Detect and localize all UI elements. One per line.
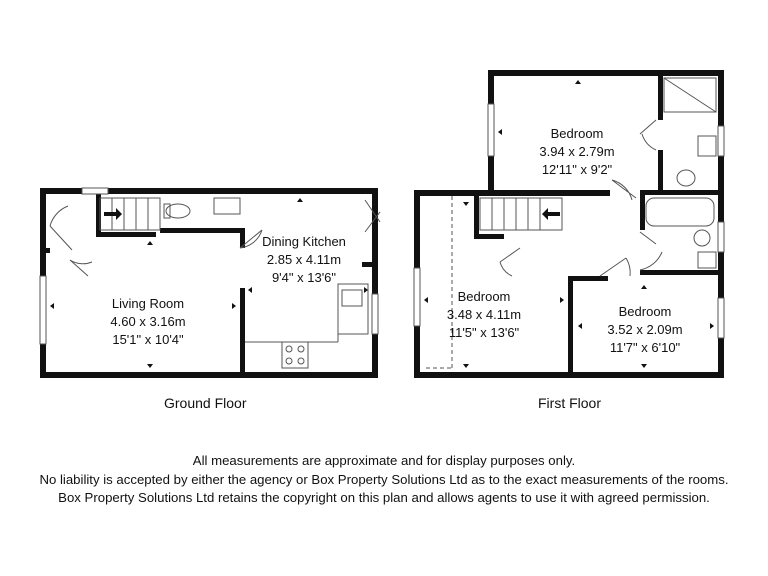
hob-ring (286, 346, 292, 352)
wall (474, 234, 504, 239)
dimension-marker (50, 303, 54, 309)
disclaimer-line-2: No liability is accepted by either the agency or Box Property Solutions Ltd as to the exact measurements of the rooms. (39, 471, 729, 487)
room-size-metric: 3.48 x 4.11m (446, 307, 522, 322)
dimension-marker (297, 198, 303, 202)
room-size-metric: 4.60 x 3.16m (110, 314, 186, 329)
door-swing (50, 206, 72, 250)
room-size-imperial: 11'5" x 13'6" (448, 325, 520, 340)
room-name: Bedroom (457, 289, 511, 304)
wall (40, 248, 50, 253)
room-size-imperial: 12'11" x 9'2" (541, 162, 613, 177)
sink (342, 290, 362, 306)
hob (282, 342, 308, 368)
window (40, 276, 46, 344)
room-name: Bedroom (550, 126, 604, 141)
toilet (694, 230, 710, 246)
wall (658, 150, 663, 190)
dimension-marker (463, 364, 469, 368)
basin (214, 198, 240, 214)
dimension-marker (364, 287, 368, 293)
wall (494, 190, 610, 196)
window (488, 104, 494, 156)
room-name: Dining Kitchen (262, 234, 346, 249)
room-size-imperial: 15'1" x 10'4" (112, 332, 184, 347)
dimension-marker (498, 129, 502, 135)
hob-ring (298, 358, 304, 364)
shower-line (664, 78, 716, 112)
disclaimer (0, 452, 768, 508)
room-name: Bedroom (618, 304, 672, 319)
dimension-marker (710, 323, 714, 329)
wall (96, 232, 156, 237)
dimension-marker (248, 287, 252, 293)
dimension-marker (147, 241, 153, 245)
window (718, 126, 724, 156)
stair-arrow (542, 208, 560, 220)
label-bedroom-left (447, 289, 521, 340)
basin (698, 252, 716, 268)
wall (640, 190, 718, 195)
disclaimer-line-1: All measurements are approximate and for display purposes only. (192, 453, 576, 468)
basin (698, 136, 716, 156)
dimension-marker (575, 80, 581, 84)
dimension-marker (147, 364, 153, 368)
door-swing (612, 180, 636, 200)
window (372, 294, 378, 334)
dimension-marker (578, 323, 582, 329)
window (718, 298, 724, 338)
dimension-marker (232, 303, 236, 309)
toilet (677, 170, 695, 186)
label-dining-kitchen (262, 234, 346, 285)
door-swing (600, 258, 630, 276)
dimension-marker (463, 202, 469, 206)
dimension-marker (641, 364, 647, 368)
wall (488, 70, 724, 76)
hob-ring (298, 346, 304, 352)
room-name: Living Room (111, 296, 185, 311)
dimension-marker (560, 297, 564, 303)
dimension-marker (641, 285, 647, 289)
wall (414, 190, 494, 196)
door-swing (70, 260, 92, 276)
window (414, 268, 420, 326)
door-swing (640, 232, 662, 270)
room-size-imperial: 11'7" x 6'10" (609, 340, 681, 355)
window (82, 188, 108, 194)
label-living-room (110, 296, 185, 347)
wall (160, 228, 240, 233)
wall (40, 372, 378, 378)
ground-floor-label: Ground Floor (164, 395, 247, 411)
wall (474, 196, 479, 236)
label-bedroom-top (539, 126, 614, 177)
first-floor-label: First Floor (538, 395, 601, 411)
window (718, 222, 724, 252)
label-bedroom-right (607, 304, 682, 355)
room-size-metric: 3.52 x 2.09m (607, 322, 683, 337)
wall (568, 276, 608, 281)
wall (640, 190, 645, 230)
hob-ring (286, 358, 292, 364)
door-swing (500, 248, 520, 276)
stair-arrow (104, 208, 122, 220)
wall (568, 278, 573, 372)
dimension-marker (424, 297, 428, 303)
wall (414, 372, 724, 378)
bath (646, 198, 714, 226)
disclaimer-line-3: Box Property Solutions Ltd retains the copyright on this plan and allows agents to use it with agreed permission. (58, 490, 710, 505)
wall (240, 288, 245, 372)
room-size-imperial: 9'4" x 13'6" (271, 270, 337, 285)
room-size-metric: 2.85 x 4.11m (266, 252, 342, 267)
room-size-metric: 3.94 x 2.79m (539, 144, 615, 159)
wall (640, 270, 718, 275)
door-swing (640, 120, 656, 150)
wall (658, 76, 663, 120)
wall (362, 262, 372, 267)
